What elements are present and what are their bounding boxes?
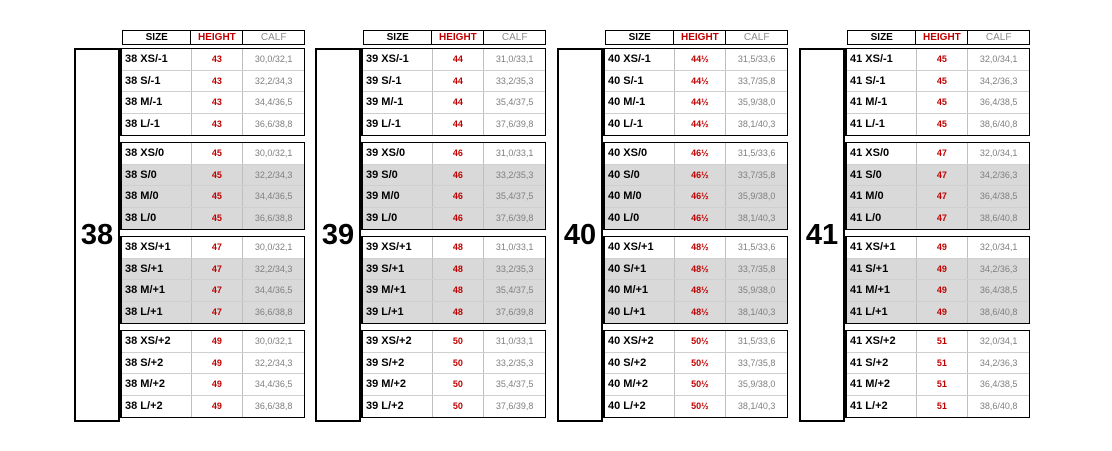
cell-size: 40 XS/-1 [605,49,675,70]
cell-calf: 31,5/33,6 [737,242,776,253]
table-row [605,374,787,396]
cell-calf: 31,0/33,1 [495,54,534,65]
cell-height: 47 [917,165,969,186]
header-calf: CALF [501,32,528,43]
cell-size: 41 M/+1 [847,280,917,301]
cell-calf: 32,2/34,3 [254,263,293,274]
cell-size: 39 L/-1 [363,114,433,136]
cell-height: 46 [433,186,485,207]
cell-size: 40 L/+1 [605,302,675,324]
cell-calf: 33,2/35,3 [495,357,534,368]
cell-size: 40 XS/0 [605,143,675,164]
cell-height: 49 [192,396,244,418]
cell-calf: 33,2/35,3 [495,263,534,274]
cell-height: 49 [917,259,969,280]
table-header [605,30,788,45]
cell-calf: 32,2/34,3 [254,357,293,368]
cell-calf: 31,5/33,6 [737,54,776,65]
cell-size: 41 XS/+2 [847,331,917,352]
cell-size: 38 XS/+1 [122,237,192,258]
cell-height: 44½ [675,114,727,136]
cell-height: 48½ [675,237,727,258]
cell-size: 39 L/+2 [363,396,433,418]
cell-calf: 38,1/40,3 [737,307,776,318]
table-row [605,71,787,93]
cell-size: 39 M/0 [363,186,433,207]
size-label: 41 [799,48,845,422]
table-row [363,374,545,396]
cell-height: 48½ [675,302,727,324]
cell-calf: 35,4/37,5 [495,285,534,296]
cell-height: 49 [917,302,969,324]
cell-height: 45 [917,49,969,70]
cell-size: 39 S/0 [363,165,433,186]
cell-size: 40 XS/+1 [605,237,675,258]
table-row [605,302,787,324]
cell-size: 41 S/+2 [847,353,917,374]
table-row [363,143,545,165]
cell-height: 47 [192,259,244,280]
cell-height: 45 [192,186,244,207]
cell-size: 41 S/-1 [847,71,917,92]
cell-height: 48½ [675,280,727,301]
cell-height: 47 [192,280,244,301]
cell-height: 48 [433,259,485,280]
header-size: SIZE [848,31,916,44]
size-table-38 [74,30,310,422]
row-group [361,48,546,136]
cell-calf: 33,7/35,8 [737,263,776,274]
cell-size: 40 S/0 [605,165,675,186]
table-row [605,396,787,418]
cell-height: 50½ [675,374,727,395]
table-row [847,302,1029,324]
cell-calf: 37,6/39,8 [495,307,534,318]
table-row [363,280,545,302]
cell-calf: 38,6/40,8 [979,307,1018,318]
header-size: SIZE [364,31,432,44]
cell-height: 47 [192,237,244,258]
row-group [120,330,305,418]
table-row [605,114,787,136]
table-row [122,71,304,93]
table-row [363,71,545,93]
cell-size: 39 XS/-1 [363,49,433,70]
table-row [122,143,304,165]
cell-height: 48 [433,237,485,258]
cell-height: 47 [917,186,969,207]
row-group [603,142,788,230]
table-row [122,49,304,71]
table-row [363,114,545,136]
table-row [605,331,787,353]
cell-size: 41 L/-1 [847,114,917,136]
size-label: 39 [315,48,361,422]
cell-height: 46 [433,143,485,164]
cell-calf: 31,0/33,1 [495,148,534,159]
cell-size: 41 M/0 [847,186,917,207]
cell-height: 44½ [675,49,727,70]
cell-size: 40 M/+2 [605,374,675,395]
table-row [122,237,304,259]
size-table-41 [799,30,1035,422]
cell-calf: 38,6/40,8 [979,119,1018,130]
cell-height: 44 [433,114,485,136]
cell-calf: 34,2/36,3 [979,263,1018,274]
cell-size: 41 XS/0 [847,143,917,164]
table-row [363,331,545,353]
cell-calf: 36,4/38,5 [979,191,1018,202]
cell-size: 38 S/0 [122,165,192,186]
cell-size: 38 M/+2 [122,374,192,395]
table-row [847,374,1029,396]
table-row [122,396,304,418]
header-height: HEIGHT [674,31,726,44]
cell-calf: 38,6/40,8 [979,213,1018,224]
cell-height: 43 [192,71,244,92]
header-calf: CALF [985,32,1012,43]
table-row [847,143,1029,165]
table-row [122,259,304,281]
table-row [122,186,304,208]
cell-calf: 35,9/38,0 [737,379,776,390]
cell-height: 46 [433,208,485,230]
cell-height: 45 [192,208,244,230]
table-row [605,143,787,165]
cell-calf: 36,6/38,8 [254,401,293,412]
cell-size: 40 M/+1 [605,280,675,301]
cell-calf: 34,2/36,3 [979,75,1018,86]
cell-height: 49 [917,237,969,258]
cell-height: 50½ [675,396,727,418]
table-row [847,259,1029,281]
table-row [847,331,1029,353]
cell-calf: 33,7/35,8 [737,75,776,86]
cell-calf: 30,0/32,1 [254,54,293,65]
table-row [847,208,1029,230]
cell-size: 38 L/+2 [122,396,192,418]
cell-height: 50 [433,396,485,418]
row-group [845,142,1030,230]
table-row [122,280,304,302]
cell-height: 46 [433,165,485,186]
cell-size: 40 S/-1 [605,71,675,92]
cell-calf: 38,1/40,3 [737,213,776,224]
cell-height: 47 [917,143,969,164]
cell-calf: 36,4/38,5 [979,379,1018,390]
table-row [122,114,304,136]
cell-calf: 35,4/37,5 [495,191,534,202]
size-table-40 [557,30,793,422]
cell-size: 38 XS/-1 [122,49,192,70]
cell-height: 44 [433,92,485,113]
cell-calf: 32,0/34,1 [979,336,1018,347]
table-row [605,237,787,259]
cell-calf: 37,6/39,8 [495,213,534,224]
table-row [847,353,1029,375]
header-calf: CALF [743,32,770,43]
cell-calf: 35,9/38,0 [737,97,776,108]
cell-height: 50½ [675,331,727,352]
cell-size: 41 S/0 [847,165,917,186]
cell-calf: 32,0/34,1 [979,242,1018,253]
cell-calf: 34,4/36,5 [254,191,293,202]
cell-size: 41 M/-1 [847,92,917,113]
size-label: 40 [557,48,603,422]
table-row [605,92,787,114]
cell-calf: 35,4/37,5 [495,379,534,390]
cell-height: 46½ [675,165,727,186]
cell-calf: 36,6/38,8 [254,119,293,130]
row-group [361,142,546,230]
cell-height: 51 [917,331,969,352]
cell-size: 38 XS/+2 [122,331,192,352]
table-row [847,92,1029,114]
cell-height: 45 [192,143,244,164]
cell-height: 48½ [675,259,727,280]
table-row [605,280,787,302]
cell-size: 39 M/+1 [363,280,433,301]
table-row [122,302,304,324]
cell-height: 49 [192,331,244,352]
table-row [605,259,787,281]
cell-height: 48 [433,302,485,324]
cell-height: 51 [917,396,969,418]
cell-size: 38 M/+1 [122,280,192,301]
table-header [122,30,305,45]
cell-calf: 35,9/38,0 [737,285,776,296]
cell-calf: 33,7/35,8 [737,357,776,368]
cell-calf: 31,0/33,1 [495,336,534,347]
cell-calf: 31,5/33,6 [737,148,776,159]
cell-height: 44 [433,49,485,70]
table-row [122,208,304,230]
table-row [122,331,304,353]
table-row [847,114,1029,136]
table-row [122,374,304,396]
cell-size: 39 S/+1 [363,259,433,280]
cell-height: 45 [917,92,969,113]
cell-height: 46½ [675,143,727,164]
cell-height: 49 [192,353,244,374]
table-header [363,30,546,45]
cell-height: 45 [917,114,969,136]
table-row [363,237,545,259]
table-row [847,186,1029,208]
cell-calf: 37,6/39,8 [495,401,534,412]
row-group [845,330,1030,418]
table-row [605,186,787,208]
cell-calf: 30,0/32,1 [254,148,293,159]
header-height: HEIGHT [916,31,968,44]
cell-size: 39 M/+2 [363,374,433,395]
cell-calf: 35,9/38,0 [737,191,776,202]
cell-calf: 36,6/38,8 [254,213,293,224]
cell-height: 44 [433,71,485,92]
cell-size: 39 S/-1 [363,71,433,92]
row-group [603,236,788,324]
cell-size: 40 M/0 [605,186,675,207]
cell-calf: 34,4/36,5 [254,97,293,108]
cell-calf: 38,6/40,8 [979,401,1018,412]
header-size: SIZE [606,31,674,44]
header-height: HEIGHT [191,31,243,44]
size-label: 38 [74,48,120,422]
cell-size: 38 S/+1 [122,259,192,280]
cell-size: 39 M/-1 [363,92,433,113]
cell-calf: 30,0/32,1 [254,242,293,253]
cell-height: 51 [917,374,969,395]
cell-size: 39 XS/0 [363,143,433,164]
cell-size: 38 M/-1 [122,92,192,113]
table-row [363,49,545,71]
cell-calf: 36,4/38,5 [979,97,1018,108]
table-row [122,92,304,114]
cell-height: 43 [192,114,244,136]
cell-size: 39 S/+2 [363,353,433,374]
table-row [847,237,1029,259]
row-group [845,48,1030,136]
cell-size: 39 L/0 [363,208,433,230]
cell-calf: 33,7/35,8 [737,169,776,180]
cell-calf: 36,4/38,5 [979,285,1018,296]
cell-size: 41 XS/-1 [847,49,917,70]
header-height: HEIGHT [432,31,484,44]
cell-size: 39 XS/+1 [363,237,433,258]
row-group [361,236,546,324]
cell-calf: 35,4/37,5 [495,97,534,108]
table-row [605,49,787,71]
table-row [847,49,1029,71]
row-group [120,48,305,136]
cell-height: 50½ [675,353,727,374]
cell-size: 41 L/+2 [847,396,917,418]
cell-size: 39 XS/+2 [363,331,433,352]
cell-size: 41 M/+2 [847,374,917,395]
table-row [605,208,787,230]
cell-calf: 33,2/35,3 [495,169,534,180]
row-group [603,330,788,418]
table-row [363,353,545,375]
cell-calf: 34,2/36,3 [979,169,1018,180]
table-row [122,353,304,375]
cell-size: 41 S/+1 [847,259,917,280]
cell-size: 40 XS/+2 [605,331,675,352]
table-header [847,30,1030,45]
cell-calf: 34,2/36,3 [979,357,1018,368]
cell-size: 41 XS/+1 [847,237,917,258]
cell-size: 38 L/+1 [122,302,192,324]
cell-height: 43 [192,49,244,70]
cell-size: 40 L/+2 [605,396,675,418]
table-row [605,165,787,187]
row-group [361,330,546,418]
cell-height: 44½ [675,71,727,92]
table-row [363,186,545,208]
cell-height: 45 [917,71,969,92]
cell-height: 44½ [675,92,727,113]
header-calf: CALF [260,32,287,43]
cell-height: 47 [192,302,244,324]
cell-height: 51 [917,353,969,374]
row-group [845,236,1030,324]
cell-size: 40 L/0 [605,208,675,230]
row-group [120,236,305,324]
cell-height: 50 [433,353,485,374]
cell-calf: 30,0/32,1 [254,336,293,347]
table-row [363,92,545,114]
cell-size: 40 M/-1 [605,92,675,113]
table-row [363,208,545,230]
table-row [363,165,545,187]
cell-size: 38 M/0 [122,186,192,207]
table-row [847,165,1029,187]
cell-size: 38 L/0 [122,208,192,230]
cell-calf: 34,4/36,5 [254,285,293,296]
cell-calf: 38,1/40,3 [737,401,776,412]
header-size: SIZE [123,31,191,44]
cell-size: 41 L/0 [847,208,917,230]
cell-size: 38 XS/0 [122,143,192,164]
cell-calf: 31,5/33,6 [737,336,776,347]
cell-calf: 32,2/34,3 [254,169,293,180]
cell-calf: 31,0/33,1 [495,242,534,253]
cell-size: 39 L/+1 [363,302,433,324]
cell-height: 46½ [675,186,727,207]
cell-size: 40 L/-1 [605,114,675,136]
cell-height: 49 [917,280,969,301]
cell-height: 50 [433,331,485,352]
cell-size: 38 S/+2 [122,353,192,374]
table-row [363,396,545,418]
table-row [847,280,1029,302]
cell-size: 38 S/-1 [122,71,192,92]
table-row [363,259,545,281]
cell-calf: 34,4/36,5 [254,379,293,390]
cell-calf: 32,0/34,1 [979,148,1018,159]
table-row [122,165,304,187]
cell-calf: 32,0/34,1 [979,54,1018,65]
row-group [120,142,305,230]
cell-calf: 33,2/35,3 [495,75,534,86]
table-row [847,71,1029,93]
row-group [603,48,788,136]
cell-calf: 38,1/40,3 [737,119,776,130]
cell-height: 49 [192,374,244,395]
cell-height: 45 [192,165,244,186]
cell-size: 40 S/+1 [605,259,675,280]
cell-height: 43 [192,92,244,113]
cell-calf: 36,6/38,8 [254,307,293,318]
cell-height: 47 [917,208,969,230]
cell-calf: 32,2/34,3 [254,75,293,86]
table-row [363,302,545,324]
cell-height: 48 [433,280,485,301]
table-row [847,396,1029,418]
cell-height: 50 [433,374,485,395]
cell-size: 38 L/-1 [122,114,192,136]
size-table-39 [315,30,551,422]
table-row [605,353,787,375]
cell-height: 46½ [675,208,727,230]
cell-calf: 37,6/39,8 [495,119,534,130]
cell-size: 41 L/+1 [847,302,917,324]
cell-size: 40 S/+2 [605,353,675,374]
